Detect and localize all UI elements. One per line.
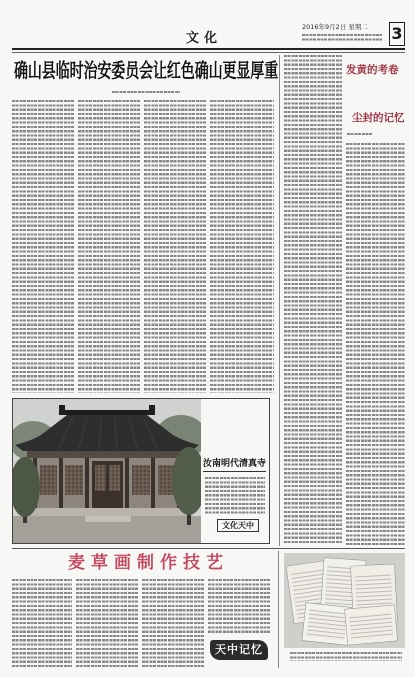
craft-article-column [12,579,72,668]
header-rule [12,48,405,50]
memoir-byline [347,133,373,136]
door-lattice [109,465,120,491]
photo-feature-title: 汝南明代清真寺 [203,459,266,472]
ridge-ornament [149,405,155,415]
craft-article-column [76,579,138,668]
exam-paper [345,605,398,645]
lattice-window [65,465,83,495]
memoir-title-line-1: 发黄的考卷 [346,64,399,76]
section-title: 文化 [186,31,223,46]
exam-papers-caption [290,652,402,661]
roof-ridge [63,410,151,415]
main-article-column [78,100,140,393]
issue-date: 2016年9月2日 星期二 [302,23,368,31]
column-tag: 文化天中 [217,519,259,532]
main-article-column [12,100,74,393]
main-article-column [144,100,206,393]
main-article-column [210,100,274,393]
section-divider [12,548,405,549]
lattice-window [40,465,57,495]
main-article-byline [112,91,180,94]
main-article-headline: 确山县临时治安委员会让红色确山更显厚重 [14,60,279,83]
page-number: 3 [389,22,405,46]
door-lattice [95,465,106,491]
craft-article-column [208,579,270,634]
exam-papers-photo [284,553,405,648]
craft-article-column [142,579,204,668]
photo-feature-caption [205,477,265,515]
eave-band [27,451,187,458]
column-divider [278,551,279,668]
photo-feature-box [12,398,270,544]
memoir-article-column [346,143,405,545]
exam-paper [302,603,352,646]
lattice-window [132,465,150,495]
memoir-title-line-2: 尘封的记忆 [352,112,405,124]
craft-article-headline: 麦草画制作技艺 [68,553,229,573]
header-rule-thin [12,52,405,53]
mosque-photo [13,399,201,543]
column-logo: 天中记忆 [210,640,268,660]
column-divider [279,55,280,546]
front-step [85,516,131,522]
building-platform [25,508,189,516]
editor-credits-text [302,34,382,42]
ridge-ornament [59,405,65,415]
memoir-article-column [284,55,342,545]
